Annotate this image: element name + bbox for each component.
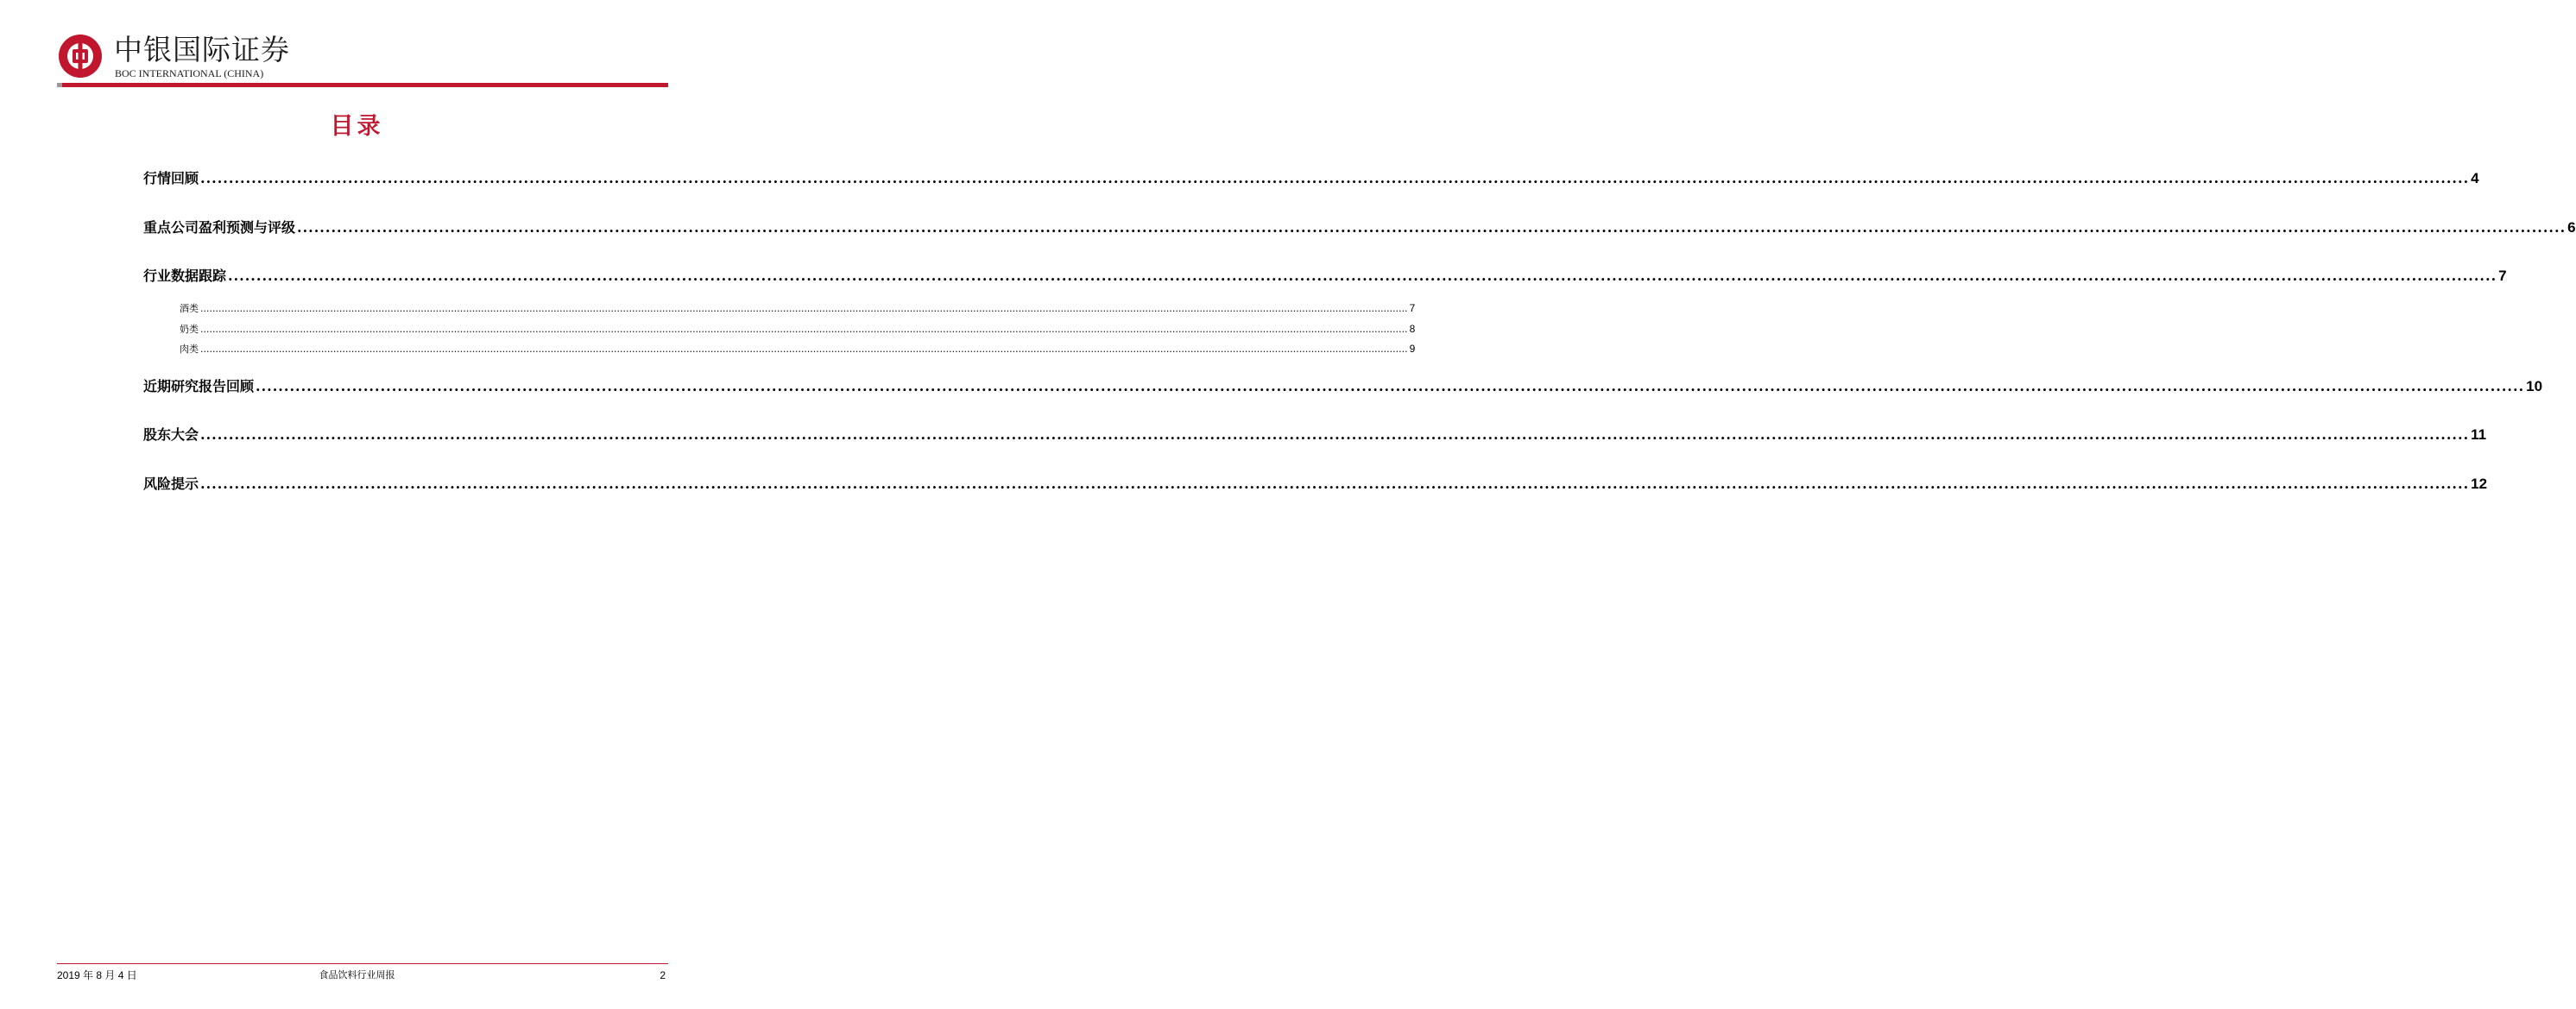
toc-entry-shareholder-meetings[interactable]: [143, 426, 2487, 444]
toc-entry-page: 8: [1409, 323, 1416, 335]
toc-leader-dots: ................................................................................................................................................................................................................................................................................................................................................................................................................: [200, 476, 2470, 492]
toc-entry-label: 肉类: [180, 344, 199, 355]
toc-entry-label: 酒类: [180, 303, 199, 314]
toc-entry-page: 11: [2471, 426, 2487, 443]
toc-entry-page: 10: [2526, 378, 2543, 394]
toc-entry-page: 6: [2567, 219, 2576, 236]
toc-entry-market-review[interactable]: [143, 170, 2479, 187]
toc-leader-dots: ................................................................................................................................................................................................................................................................................................................................................................................................................: [200, 170, 2470, 186]
toc-entry-label: 行业数据跟踪: [143, 268, 227, 284]
toc-entry-label: 奶类: [180, 324, 199, 335]
toc-entry-label: 近期研究报告回顾: [143, 378, 255, 394]
toc-entry-page: 7: [2498, 268, 2507, 284]
footer-date: 2019 年 8 月 4 日: [57, 969, 137, 981]
toc-leader-dots: ................................................................................................................................................................................................................................................................................................................................................................................................................: [200, 344, 1408, 355]
toc-subentry-dairy[interactable]: [180, 323, 1416, 336]
toc-entry-industry-data[interactable]: [143, 268, 2507, 285]
toc-leader-dots: ................................................................................................................................................................................................................................................................................................................................................................................................................: [256, 378, 2525, 394]
toc-subentry-meat[interactable]: [180, 343, 1416, 356]
toc-leader-dots: ................................................................................................................................................................................................................................................................................................................................................................................................................: [228, 268, 2497, 284]
toc-entry-label: 风险提示: [143, 476, 199, 492]
toc-title: 目录: [330, 113, 384, 140]
toc-entry-page: 12: [2471, 476, 2488, 492]
toc-leader-dots: ................................................................................................................................................................................................................................................................................................................................................................................................................: [297, 219, 2567, 236]
toc-entry-recent-reports[interactable]: [143, 378, 2543, 395]
toc-entry-label: 重点公司盈利预测与评级: [143, 219, 296, 236]
footer-page-number: 2: [660, 969, 666, 981]
page-header: [57, 33, 668, 88]
footer-divider: [57, 963, 668, 964]
toc-entry-earnings-forecast[interactable]: [143, 219, 2576, 236]
toc-entry-page: 9: [1409, 343, 1416, 355]
brand-name-chinese: 中银国际证券: [114, 33, 290, 66]
toc-subentry-liquor[interactable]: [180, 302, 1416, 315]
toc-leader-dots: ................................................................................................................................................................................................................................................................................................................................................................................................................: [200, 324, 1408, 335]
toc-leader-dots: ................................................................................................................................................................................................................................................................................................................................................................................................................: [200, 426, 2470, 443]
toc-leader-dots: ................................................................................................................................................................................................................................................................................................................................................................................................................: [200, 303, 1408, 314]
toc-entry-label: 行情回顾: [143, 170, 199, 186]
toc-entry-risk-warning[interactable]: [143, 476, 2488, 493]
boc-logo-icon: [57, 33, 104, 79]
header-divider-red: [62, 83, 668, 87]
brand-name-english: BOC INTERNATIONAL (CHINA): [115, 67, 264, 79]
footer-report-title: 食品饮料行业周报: [319, 969, 395, 981]
toc-entry-page: 4: [2471, 170, 2479, 186]
toc-entry-page: 7: [1409, 302, 1416, 314]
toc-entry-label: 股东大会: [143, 426, 199, 443]
